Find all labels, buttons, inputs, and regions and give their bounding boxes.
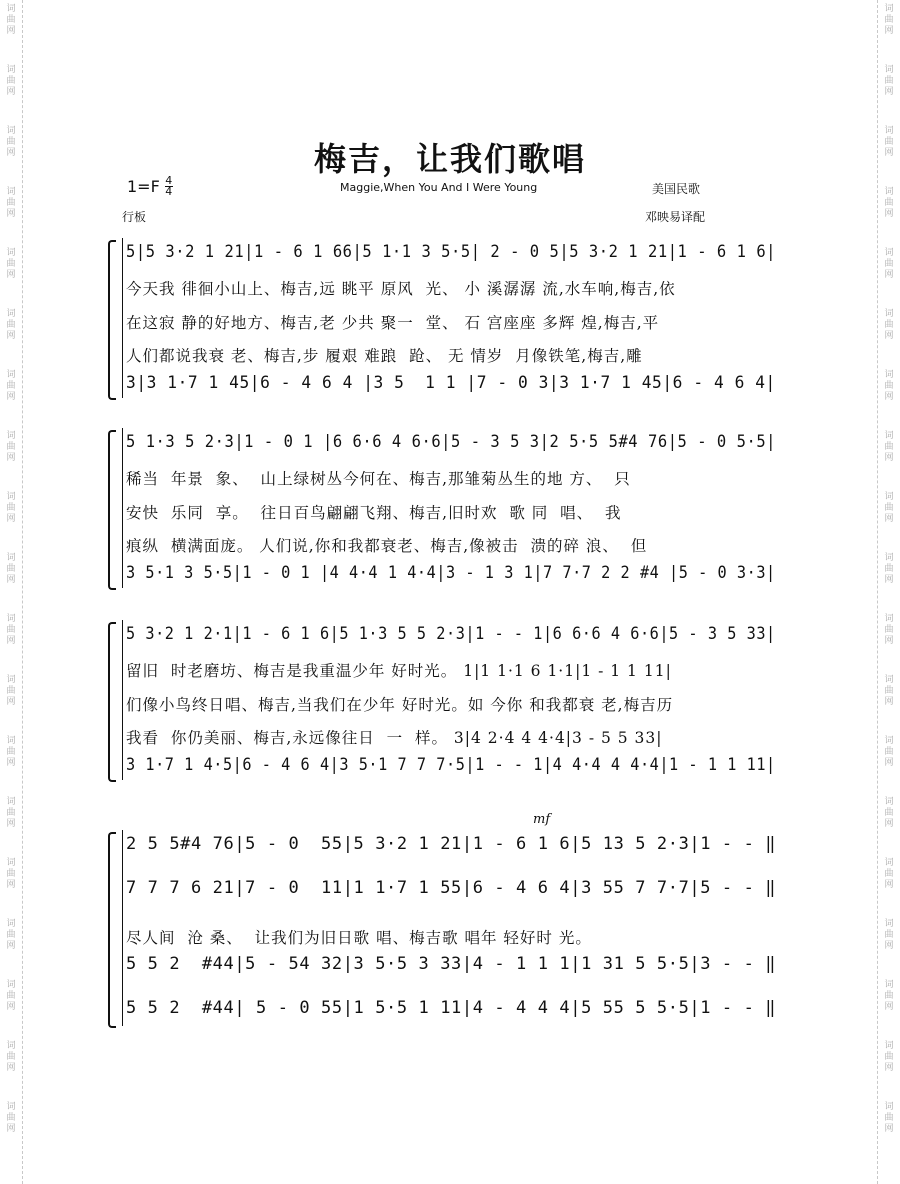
watermark-char: 词	[884, 858, 894, 868]
watermark-mark	[878, 675, 900, 708]
watermark-char: 网	[6, 758, 16, 768]
watermark-char: 曲	[884, 1113, 894, 1123]
notation-line: 5 3·2 1 2·1|1 - 6 1 6|5 1·3 5 5 2·3|1 - - 1|6 6·6 4 6·6|5 - 3 5 33|	[126, 624, 776, 644]
watermark-mark	[0, 1102, 22, 1135]
watermark-char: 词	[884, 980, 894, 990]
watermark-char: 曲	[6, 686, 16, 696]
watermark-char: 网	[884, 270, 894, 280]
watermark-char: 曲	[6, 930, 16, 940]
system-bracket	[108, 832, 116, 1028]
lyric-line: 稀当 年景 象、 山上绿树丛今何在、梅吉,那雏菊丛生的地 方、 只	[126, 470, 631, 488]
watermark-char: 网	[884, 1063, 894, 1073]
watermark-mark	[0, 553, 22, 586]
watermark-char: 网	[6, 880, 16, 890]
watermark-char: 网	[884, 209, 894, 219]
watermark-char: 网	[6, 148, 16, 158]
watermark-char: 曲	[6, 15, 16, 25]
watermark-char: 词	[884, 431, 894, 441]
watermark-char: 词	[884, 65, 894, 75]
watermark-char: 曲	[6, 991, 16, 1001]
time-signature	[165, 176, 173, 197]
key-signature	[127, 176, 173, 197]
watermark-char: 网	[884, 880, 894, 890]
watermark-mark	[0, 675, 22, 708]
notation-line: 2 5 5#4 76|5 - 0 55|5 3·2 1 21|1 - 6 1 6|5 13 5 2·3|1 - - ‖	[126, 834, 777, 854]
watermark-char: 网	[884, 1124, 894, 1134]
watermark-char: 网	[884, 941, 894, 951]
watermark-char: 曲	[884, 320, 894, 330]
watermark-mark	[0, 309, 22, 342]
watermark-char: 词	[884, 4, 894, 14]
song-title: 梅吉，让我们歌唱	[313, 140, 586, 178]
watermark-char: 词	[884, 126, 894, 136]
notation-line: 3|3 1·7 1 45|6 - 4 6 4 |3 5 1 1 |7 - 0 3|3 1·7 1 45|6 - 4 6 4|	[126, 373, 776, 393]
watermark-char: 词	[884, 1041, 894, 1051]
watermark-char: 词	[884, 736, 894, 746]
watermark-char: 曲	[884, 198, 894, 208]
watermark-char: 曲	[884, 747, 894, 757]
watermark-char: 网	[884, 1002, 894, 1012]
watermark-char: 网	[6, 1063, 16, 1073]
song-origin: 美国民歌	[652, 182, 701, 196]
watermark-char: 网	[884, 697, 894, 707]
watermark-char: 网	[6, 209, 16, 219]
watermark-char: 词	[6, 919, 16, 929]
watermark-mark	[0, 492, 22, 525]
watermark-mark	[878, 614, 900, 647]
watermark-char: 词	[6, 126, 16, 136]
watermark-mark	[878, 797, 900, 830]
watermark-mark	[878, 919, 900, 952]
watermark-mark	[0, 858, 22, 891]
dynamics-marking: mf	[533, 812, 551, 827]
watermark-char: 词	[6, 492, 16, 502]
watermark-char: 词	[6, 614, 16, 624]
watermark-mark	[878, 980, 900, 1013]
watermark-mark	[878, 858, 900, 891]
watermark-char: 词	[884, 614, 894, 624]
notation-line: 3 1·7 1 4·5|6 - 4 6 4|3 5·1 7 7 7·5|1 - - 1|4 4·4 4 4·4|1 - 1 1 11|	[126, 755, 776, 775]
meter-top: 4	[165, 174, 173, 187]
watermark-mark	[0, 431, 22, 464]
watermark-mark	[878, 65, 900, 98]
watermark-char: 词	[6, 431, 16, 441]
watermark-char: 曲	[6, 747, 16, 757]
watermark-mark	[878, 370, 900, 403]
lyric-line: 我看 你仍美丽、梅吉,永远像往日 一 样。 3|4 2·4 4 4·4|3 - 5 5 33|	[126, 729, 663, 747]
watermark-char: 网	[884, 636, 894, 646]
lyric-line: 留旧 时老磨坊、梅吉是我重温少年 好时光。 1|1 1·1 6 1·1|1 - 1 1 11|	[126, 662, 672, 680]
watermark-char: 网	[884, 514, 894, 524]
notation-line: 5 5 2 #44| 5 - 0 55|1 5·5 1 11|4 - 4 4 4|5 55 5 5·5|1 - - ‖	[126, 998, 777, 1018]
watermark-char: 词	[6, 1102, 16, 1112]
lyric-line: 痕纵 横满面庞。 人们说,你和我都衰老、梅吉,像被击 溃的碎 浪、 但	[126, 537, 648, 555]
lyric-line: 安快 乐同 享。 往日百鸟翩翩飞翔、梅吉,旧时欢 歌 同 唱、 我	[126, 504, 622, 522]
watermark-mark	[878, 553, 900, 586]
notation-line: 3 5·1 3 5·5|1 - 0 1 |4 4·4 1 4·4|3 - 1 3 1|7 7·7 2 2 #4 |5 - 0 3·3|	[126, 563, 776, 583]
tempo-marking: 行板	[122, 210, 147, 224]
score-system	[108, 428, 776, 590]
watermark-char: 词	[6, 553, 16, 563]
watermark-char: 网	[6, 270, 16, 280]
watermark-mark	[0, 1041, 22, 1074]
watermark-char: 网	[884, 758, 894, 768]
watermark-char: 曲	[884, 259, 894, 269]
watermark-mark	[0, 614, 22, 647]
watermark-char: 词	[884, 553, 894, 563]
watermark-mark	[878, 736, 900, 769]
watermark-char: 网	[884, 26, 894, 36]
watermark-mark	[878, 1041, 900, 1074]
watermark-char: 曲	[6, 808, 16, 818]
watermark-mark	[0, 65, 22, 98]
system-bracket	[108, 622, 116, 782]
watermark-char: 词	[884, 492, 894, 502]
watermark-char: 曲	[6, 564, 16, 574]
watermark-char: 网	[6, 941, 16, 951]
watermark-char: 曲	[884, 503, 894, 513]
watermark-char: 词	[6, 370, 16, 380]
watermark-char: 网	[884, 87, 894, 97]
watermark-char: 曲	[884, 1052, 894, 1062]
watermark-char: 网	[6, 453, 16, 463]
watermark-mark	[0, 919, 22, 952]
watermark-char: 曲	[884, 930, 894, 940]
watermark-char: 词	[884, 248, 894, 258]
watermark-char: 网	[6, 26, 16, 36]
watermark-mark	[878, 309, 900, 342]
watermark-mark	[878, 492, 900, 525]
watermark-mark	[0, 797, 22, 830]
lyric-line: 人们都说我衰 老、梅吉,步 履艰 难踉 跄、 无 情岁 月像铁笔,梅吉,雕	[126, 347, 643, 365]
watermark-char: 词	[6, 675, 16, 685]
watermark-char: 词	[884, 1102, 894, 1112]
watermark-mark	[0, 736, 22, 769]
watermark-char: 曲	[884, 808, 894, 818]
watermark-mark	[878, 4, 900, 37]
watermark-char: 曲	[6, 442, 16, 452]
score-system	[108, 830, 776, 1028]
watermark-char: 词	[6, 1041, 16, 1051]
watermark-mark	[878, 431, 900, 464]
watermark-char: 曲	[884, 15, 894, 25]
watermark-mark	[0, 4, 22, 37]
notation-line: 5 1·3 5 2·3|1 - 0 1 |6 6·6 4 6·6|5 - 3 5 3|2 5·5 5#4 76|5 - 0 5·5|	[126, 432, 777, 452]
watermark-char: 词	[6, 858, 16, 868]
lyric-line: 尽人间 沧 桑、 让我们为旧日歌 唱、梅吉歌 唱年 轻好时 光。	[126, 929, 592, 947]
watermark-char: 曲	[6, 1113, 16, 1123]
watermark-char: 词	[6, 248, 16, 258]
system-start-barline	[122, 428, 123, 588]
watermark-char: 曲	[6, 137, 16, 147]
watermark-mark	[0, 248, 22, 281]
watermark-char: 曲	[884, 137, 894, 147]
watermark-mark	[878, 1102, 900, 1135]
watermark-char: 网	[884, 148, 894, 158]
meter-bottom: 4	[165, 185, 173, 198]
watermark-char: 网	[6, 87, 16, 97]
watermark-char: 词	[884, 675, 894, 685]
system-start-barline	[122, 620, 123, 780]
watermark-char: 曲	[6, 259, 16, 269]
watermark-char: 曲	[6, 198, 16, 208]
translator-arranger: 邓映易译配	[645, 210, 706, 224]
watermark-char: 曲	[884, 564, 894, 574]
system-bracket	[108, 240, 116, 400]
watermark-char: 网	[6, 1002, 16, 1012]
watermark-mark	[0, 980, 22, 1013]
watermark-char: 网	[884, 819, 894, 829]
english-subtitle: Maggie,When You And I Were Young	[340, 181, 538, 194]
lyric-line: 在这寂 静的好地方、梅吉,老 少共 聚一 堂、 石 宫座座 多辉 煌,梅吉,平	[126, 314, 660, 332]
watermark-char: 网	[6, 1124, 16, 1134]
watermark-char: 曲	[6, 1052, 16, 1062]
watermark-char: 曲	[884, 381, 894, 391]
watermark-char: 网	[884, 331, 894, 341]
watermark-char: 曲	[884, 625, 894, 635]
notation-line: 5|5 3·2 1 21|1 - 6 1 66|5 1·1 3 5·5| 2 - 0 5|5 3·2 1 21|1 - 6 1 6|	[126, 242, 777, 262]
watermark-char: 曲	[884, 76, 894, 86]
watermark-char: 曲	[884, 442, 894, 452]
lyric-line: 们像小鸟终日唱、梅吉,当我们在少年 好时光。如 今你 和我都衰 老,梅吉历	[126, 696, 674, 714]
watermark-char: 曲	[6, 320, 16, 330]
watermark-char: 词	[6, 65, 16, 75]
watermark-mark	[0, 370, 22, 403]
watermark-char: 曲	[6, 381, 16, 391]
watermark-mark	[878, 248, 900, 281]
score-system	[108, 238, 776, 400]
watermark-char: 网	[884, 453, 894, 463]
watermark-char: 网	[6, 636, 16, 646]
watermark-char: 曲	[6, 503, 16, 513]
key-label: 1=F	[127, 177, 160, 196]
watermark-char: 词	[884, 309, 894, 319]
watermark-char: 网	[6, 697, 16, 707]
watermark-char: 曲	[884, 991, 894, 1001]
watermark-char: 词	[6, 797, 16, 807]
watermark-char: 词	[884, 797, 894, 807]
watermark-char: 曲	[6, 869, 16, 879]
watermark-char: 曲	[6, 625, 16, 635]
watermark-char: 网	[6, 392, 16, 402]
watermark-char: 词	[6, 4, 16, 14]
watermark-char: 词	[6, 187, 16, 197]
watermark-char: 曲	[6, 76, 16, 86]
watermark-char: 词	[6, 309, 16, 319]
watermark-mark	[0, 187, 22, 220]
watermark-char: 网	[6, 514, 16, 524]
watermark-char: 词	[884, 187, 894, 197]
watermark-mark	[878, 187, 900, 220]
watermark-char: 曲	[884, 869, 894, 879]
system-bracket	[108, 430, 116, 590]
watermark-char: 词	[6, 980, 16, 990]
watermark-char: 网	[884, 575, 894, 585]
score-system	[108, 620, 776, 782]
watermark-char: 网	[884, 392, 894, 402]
lyric-line: 今天我 徘徊小山上、梅吉,远 眺平 原风 光、 小 溪潺潺 流,水车响,梅吉,依	[126, 280, 676, 298]
watermark-char: 词	[6, 736, 16, 746]
notation-line: 5 5 2 #44|5 - 54 32|3 5·5 3 33|4 - 1 1 1|1 31 5 5·5|3 - - ‖	[126, 954, 777, 974]
system-start-barline	[122, 238, 123, 398]
notation-line: 7 7 7 6 21|7 - 0 11|1 1·7 1 55|6 - 4 6 4|3 55 7 7·7|5 - - ‖	[126, 878, 777, 898]
watermark-char: 词	[884, 370, 894, 380]
watermark-char: 词	[884, 919, 894, 929]
watermark-char: 网	[6, 331, 16, 341]
watermark-char: 网	[6, 819, 16, 829]
watermark-char: 曲	[884, 686, 894, 696]
system-start-barline	[122, 830, 123, 1026]
watermark-char: 网	[6, 575, 16, 585]
